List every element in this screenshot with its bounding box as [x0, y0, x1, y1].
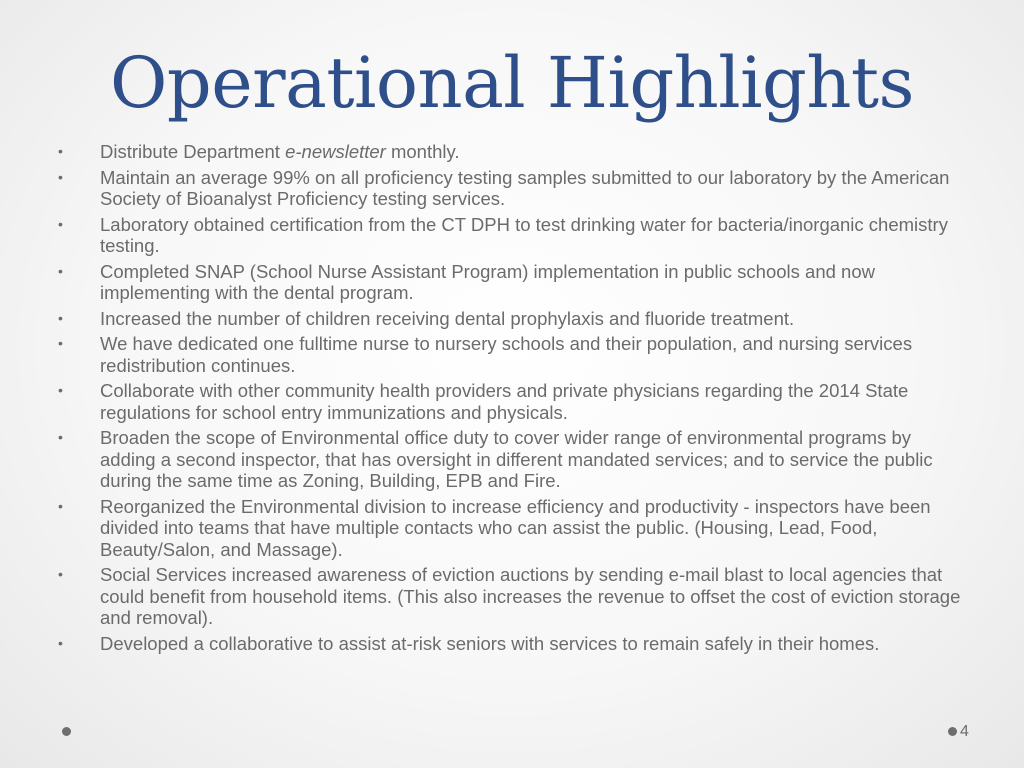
bullet-point-icon: • — [58, 497, 63, 514]
bullet-text: Laboratory obtained certification from the CT DPH to test drinking water for bacteria/inorganic chemistry testing. — [100, 213, 948, 256]
bullet-point-icon: • — [58, 215, 63, 232]
footer-dot-icon — [62, 727, 71, 736]
bullet-item — [58, 496, 963, 561]
bullet-point-icon: • — [58, 168, 63, 185]
bullet-text: Social Services increased awareness of eviction auctions by sending e-mail blast to local agencies that could benefit from household items. (This also increases the revenue to offset the cost of eviction storage and removal). — [100, 564, 961, 628]
bullet-text: Developed a collaborative to assist at-risk seniors with services to remain safely in their homes. — [100, 632, 880, 654]
bullet-text: Collaborate with other community health providers and private physicians regarding the 2014 State regulations for school entry immunizations and physicals. — [100, 380, 909, 423]
bullet-item — [58, 380, 963, 423]
bullet-item — [58, 261, 963, 304]
bullet-point-icon: • — [58, 143, 63, 159]
bullet-text-segment: Distribute Department — [100, 141, 286, 162]
bullet-point-icon: • — [58, 634, 63, 651]
bullet-item — [58, 214, 963, 257]
bullet-text — [100, 141, 460, 162]
bullet-item — [58, 141, 963, 163]
bullet-list — [58, 141, 963, 658]
bullet-text: Reorganized the Environmental division to increase efficiency and productivity - inspectors have been divided into teams that have multiple contacts who can assist the public. (Housing, Lead, Food, Beauty/Salon, and Massage). — [100, 495, 931, 560]
bullet-text: Maintain an average 99% on all proficiency testing samples submitted to our laboratory by the American Society of Bioanalyst Proficiency testing services. — [100, 166, 950, 209]
bullet-point-icon: • — [58, 566, 63, 582]
bullet-point-icon: • — [58, 335, 63, 351]
slide-page-number: 4 — [960, 723, 969, 740]
bullet-item — [58, 308, 963, 330]
bullet-item — [58, 427, 963, 492]
bullet-text: Broaden the scope of Environmental office duty to cover wider range of environmental programs by adding a second inspector, that has oversight in different mandated services; and to service the public during the same time as Zoning, Building, EPB and Fire. — [100, 427, 933, 491]
bullet-point-icon: • — [58, 262, 63, 279]
bullet-item — [58, 564, 963, 629]
bullet-text: We have dedicated one fulltime nurse to nursery schools and their population, and nursing services redistribution continues. — [100, 333, 913, 376]
bullet-point-icon: • — [58, 429, 63, 445]
slide-title: Operational Highlights — [110, 42, 914, 124]
bullet-item — [58, 333, 963, 376]
bullet-text: Increased the number of children receiving dental prophylaxis and fluoride treatment. — [100, 307, 795, 329]
bullet-point-icon: • — [58, 382, 63, 398]
bullet-text-italic: e-newsletter — [285, 141, 386, 162]
bullet-text: Completed SNAP (School Nurse Assistant Program) implementation in public schools and now implementing with the dental program. — [100, 260, 875, 303]
bullet-text-segment: monthly. — [385, 141, 460, 162]
footer-dot-icon — [948, 727, 957, 736]
bullet-point-icon: • — [58, 309, 63, 326]
bullet-item — [58, 633, 963, 655]
bullet-item — [58, 167, 963, 210]
